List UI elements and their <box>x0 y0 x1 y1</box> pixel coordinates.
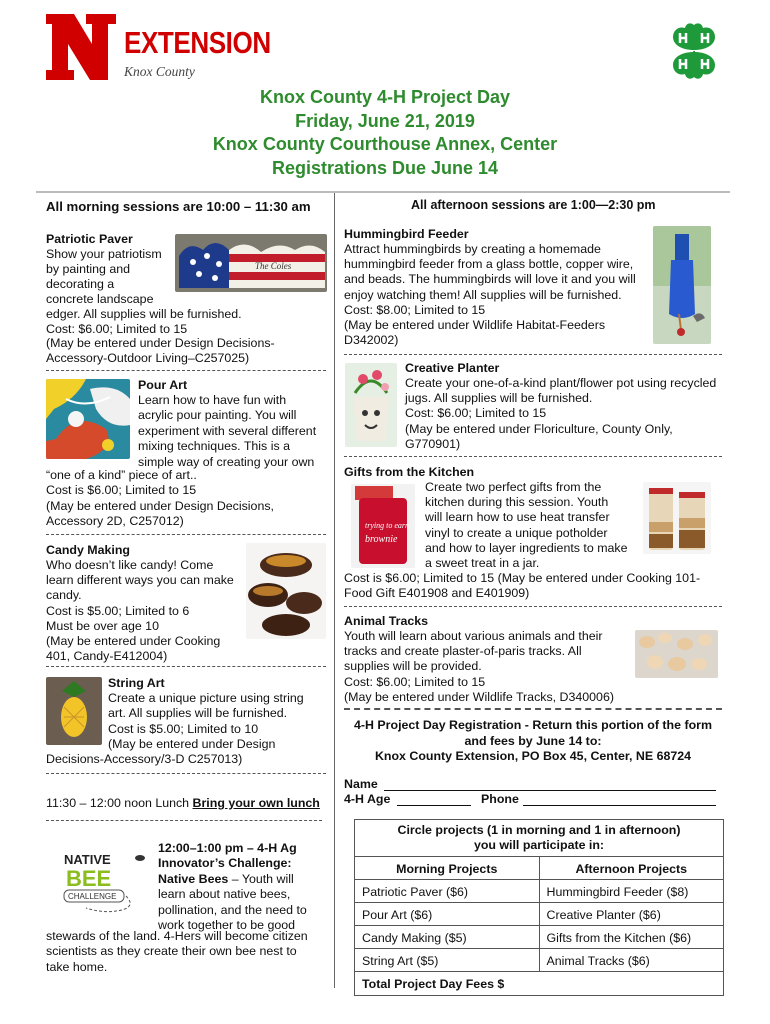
pour-art-title: Pour Art <box>138 378 188 392</box>
bee-logo-mid: BEE <box>66 866 112 891</box>
extension-logo <box>46 14 271 86</box>
candy-desc: Who doesn’t like candy! Come learn different ways you can make candy. Cost is $5.00; Limited to 6 Must be over age 10 (May be entered under Cooking 401, Candy-E412004) <box>46 558 234 664</box>
divider <box>344 456 722 457</box>
string-art-photo <box>46 677 102 745</box>
col-morning: Morning Projects <box>396 862 498 876</box>
morning-option[interactable]: String Art ($5) <box>362 954 439 968</box>
afternoon-heading: All afternoon sessions are 1:00—2:30 pm <box>411 198 656 212</box>
lunch-note: 11:30 – 12:00 noon Lunch Bring your own lunch <box>46 796 320 810</box>
string-art-title: String Art <box>108 676 165 690</box>
morning-option[interactable]: Pour Art ($6) <box>362 908 433 922</box>
column-divider <box>334 193 335 988</box>
event-title-block <box>0 86 770 180</box>
age-label: 4-H Age <box>344 792 391 806</box>
paver-photo-text: The Coles <box>255 261 292 271</box>
afternoon-option[interactable]: Hummingbird Feeder ($8) <box>539 880 724 902</box>
afternoon-option[interactable]: Animal Tracks ($6) <box>539 949 724 971</box>
phone-field[interactable] <box>523 805 716 806</box>
phone-label: Phone <box>481 792 519 806</box>
registration-due: Registrations Due June 14 <box>271 157 499 178</box>
bee-logo-bottom: CHALLENGE <box>68 892 117 901</box>
svg-text:trying to earn: trying to earn <box>365 521 409 530</box>
paver-desc: Show your patriotism by painting and decorating a concrete landscape edger. All supplies will be furnished. Cost: $6.00; Limited to 15 (May be entered under Design Decisions- Accessory-Outdoor Living–C257025) <box>46 247 275 366</box>
pour-art-desc: Learn how to have fun with acrylic pour painting. You will experiment with several different mixing techniques. This is a simple way of creating your own <box>138 393 317 469</box>
string-art-desc: Create a unique picture using string art. All supplies will be furnished. Cost is $5.00; Limited to 10 (May be entered under Design <box>108 691 304 752</box>
col-afternoon: Afternoon Projects <box>539 857 724 879</box>
tracks-title: Animal Tracks <box>344 614 429 628</box>
morning-heading: All morning sessions are 10:00 – 11:30 am <box>46 199 311 214</box>
candy-title: Candy Making <box>46 543 130 557</box>
morning-option[interactable]: Patriotic Paver ($6) <box>362 885 469 899</box>
afternoon-option[interactable]: Gifts from the Kitchen ($6) <box>539 926 724 948</box>
candy-photo <box>246 543 326 639</box>
hummingbird-desc: Attract hummingbirds by creating a homemade hummingbird feeder from a glass bottle, copper wire, and beads. The hummingbirds will love it and you will enjoy watching them! All supplies will be furnished. Cost: $8.00; Limited to 15 (May be entered under Wildlife Habitat-Feeders D342002) <box>344 242 636 348</box>
table-header: Circle projects (1 in morning and 1 in afternoon) you will participate in: <box>397 823 681 852</box>
divider <box>46 820 322 821</box>
table-row <box>355 902 723 925</box>
table-row <box>355 925 723 948</box>
divider <box>344 354 722 355</box>
total-fees[interactable]: Total Project Day Fees $ <box>355 971 723 995</box>
table-row <box>355 948 723 971</box>
kitchen-potholder-photo <box>351 484 415 568</box>
afternoon-option[interactable]: Creative Planter ($6) <box>539 903 724 925</box>
header-divider <box>36 191 730 193</box>
tracks-photo <box>635 630 718 678</box>
divider <box>46 370 326 371</box>
kitchen-mix-text: brownie <box>365 534 398 545</box>
name-label: Name <box>344 777 378 791</box>
divider <box>344 606 722 607</box>
kitchen-title: Gifts from the Kitchen <box>344 465 475 479</box>
event-date: Friday, June 21, 2019 <box>295 110 475 131</box>
event-location: Knox County Courthouse Annex, Center <box>212 134 558 154</box>
pour-art-details: “one of a kind” piece of art.. Cost is $6.00; Limited to 15 (May be entered under Design Decisions, Accessory 2D, C257012) <box>46 468 274 529</box>
kitchen-jars-photo <box>643 482 711 554</box>
kitchen-desc: Create two perfect gifts from the kitchen during this session. Youth will learn how to use heat transfer vinyl to create a unique potholder and how to layer ingredients to make a sweet treat in a jar. <box>425 480 628 571</box>
bring-lunch-note: Bring your own lunch <box>192 796 320 810</box>
bee-logo-top: NATIVE <box>64 852 111 867</box>
tracks-desc: Youth will learn about various animals and their tracks and create plaster-of-paris tracks. All supplies will be provided. Cost: $6.00; Limited to 15 (May be entered under Wildlife Tracks, D340006) <box>344 629 614 704</box>
string-art-details: Decisions-Accessory/3-D C257013) <box>46 752 243 766</box>
event-title: Knox County 4-H Project Day <box>259 87 511 107</box>
nebraska-n-logo-icon <box>46 14 116 80</box>
4h-clover-icon <box>664 21 724 81</box>
morning-option[interactable]: Candy Making ($5) <box>362 931 467 945</box>
cut-line <box>344 708 722 710</box>
native-bee-logo <box>52 848 148 916</box>
pour-art-photo <box>46 379 130 459</box>
paver-photo <box>175 234 327 292</box>
paver-title: Patriotic Paver <box>46 232 133 246</box>
name-field[interactable] <box>384 790 716 791</box>
bee-desc: 12:00–1:00 pm – 4-H Ag Innovator’s Challenge: Native Bees – Youth will learn about native bees, pollination, and the need to work together to be good <box>158 841 307 933</box>
table-row <box>355 879 723 902</box>
hummingbird-title: Hummingbird Feeder <box>344 227 469 241</box>
logo-county: Knox County <box>124 64 195 79</box>
logo-word: EXTENSION <box>124 25 271 60</box>
hummingbird-photo <box>653 226 711 344</box>
divider <box>46 773 326 774</box>
registration-header: 4-H Project Day Registration - Return this portion of the form and fees by June 14 to: Knox County Extension, PO Box 45, Center, NE 68724 <box>354 718 712 764</box>
bee-details: stewards of the land. 4-Hers will become citizen scientists as they create their own bee nest to take home. <box>46 929 308 974</box>
divider <box>46 666 326 667</box>
project-selection-table <box>354 819 724 996</box>
table-header-row <box>355 856 723 879</box>
age-field[interactable] <box>397 805 471 806</box>
planter-title: Creative Planter <box>405 361 500 375</box>
planter-desc: Create your one-of-a-kind plant/flower pot using recycled jugs. All supplies will be furnished. Cost: $6.00; Limited to 15 (May be entered under Floriculture, County Only, G770901) <box>405 376 717 451</box>
divider <box>46 534 326 535</box>
kitchen-details: Cost is $6.00; Limited to 15 (May be entered under Cooking 101- Food Gift E401908 and E401909) <box>344 571 701 601</box>
planter-photo <box>345 363 397 447</box>
